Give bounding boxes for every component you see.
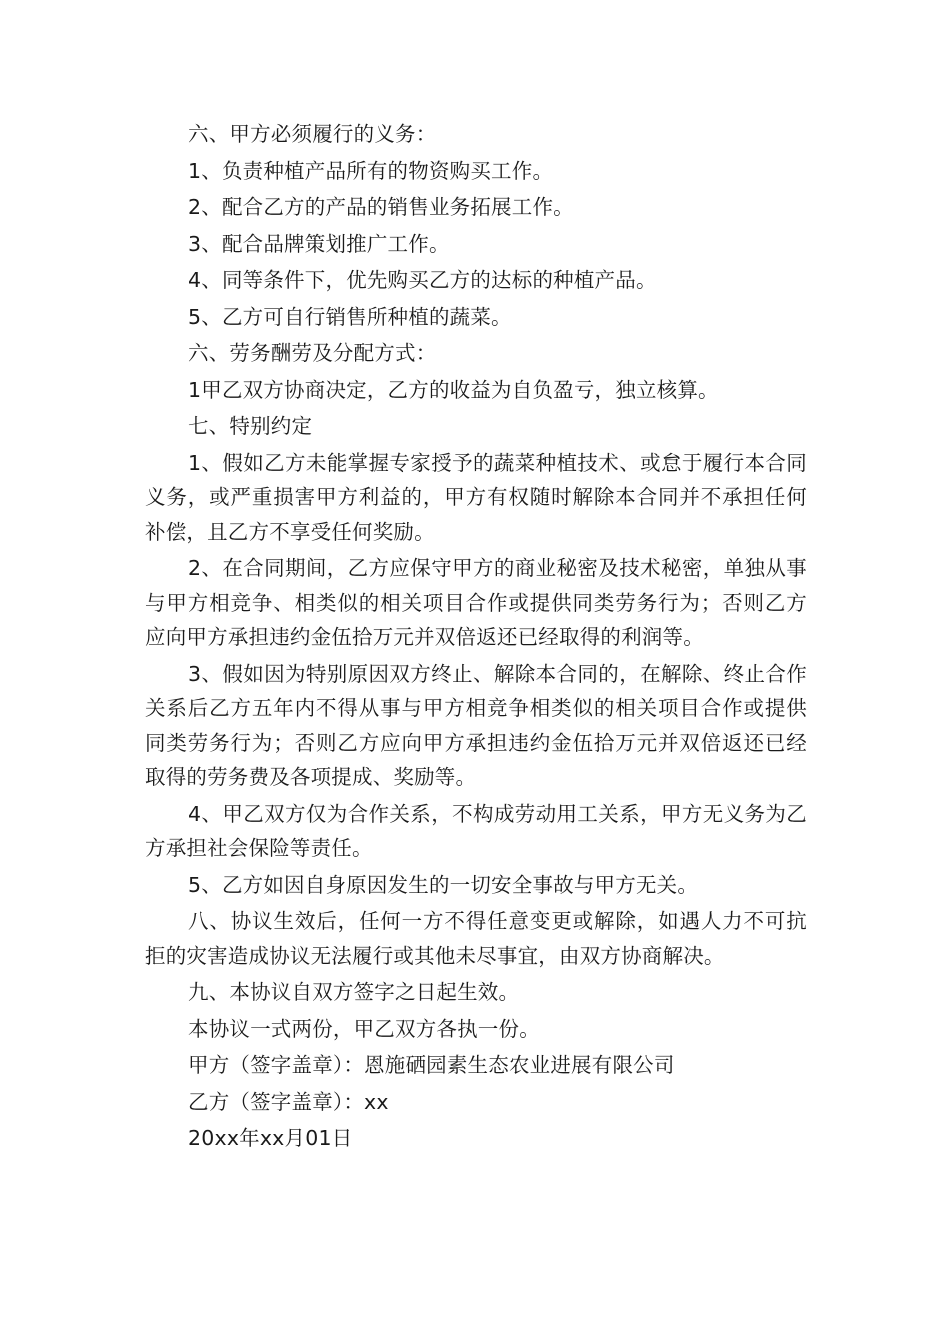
obligation-item-4: 4、同等条件下，优先购买乙方的达标的种植产品。 [188,268,657,292]
obligation-item-2: 2、配合乙方的产品的销售业务拓展工作。 [188,195,574,219]
obligation-item-5: 5、乙方可自行销售所种植的蔬菜。 [188,304,512,329]
obligation-item-1: 1、负责种植产品所有的物资购买工作。 [188,158,554,183]
special-term-2: 2、在合同期间，乙方应保守甲方的商业秘密及技术秘密，单独从事与甲方相竞争、相类似的相关项目合作或提供同类劳务行为；否则乙方应向甲方承担违约金伍拾万元并双倍返还已经取得的利润等。 [145,556,807,649]
remuneration-item-1: 1甲乙双方协商决定，乙方的收益为自负盈亏，独立核算。 [188,377,719,402]
section-heading-special-terms: 七、特别约定 [188,414,313,438]
section-effectiveness: 八、协议生效后，任何一方不得任意变更或解除，如遇人力不可抗拒的灾害造成协议无法履行或其他未尽事宜，由双方协商解决。 [145,909,807,968]
section-signing-effective: 九、本协议自双方签字之日起生效。 [188,980,520,1004]
document-body [145,117,807,1158]
party-a-signature-line: 甲方（签字盖章）：恩施硒园素生态农业进展有限公司 [188,1053,675,1077]
section-heading-remuneration: 六、劳务酬劳及分配方式： [188,341,437,365]
special-term-4: 4、甲乙双方仅为合作关系，不构成劳动用工关系，甲方无义务为乙方承担社会保险等责任。 [145,801,807,860]
special-term-1: 1、假如乙方未能掌握专家授予的蔬菜种植技术、或怠于履行本合同义务，或严重损害甲方利益的，甲方有权随时解除本合同并不承担任何补偿，且乙方不享受任何奖励。 [145,450,807,544]
party-b-signature-line: 乙方（签字盖章）：xx [188,1089,389,1114]
special-term-5: 5、乙方如因自身原因发生的一切安全事故与甲方无关。 [188,872,699,897]
section-heading-party-a-obligations: 六、甲方必须履行的义务： [188,122,437,146]
document-date: 20xx年xx月01日 [188,1126,353,1150]
obligation-item-3: 3、配合品牌策划推广工作。 [188,231,450,256]
copies-statement: 本协议一式两份，甲乙双方各执一份。 [188,1016,540,1041]
special-term-3: 3、假如因为特别原因双方终止、解除本合同的，在解除、终止合作关系后乙方五年内不得从事与甲方相竞争相类似的相关项目合作或提供同类劳务行为；否则乙方应向甲方承担违约金伍拾万元并双倍返还已经取得的劳务费及各项提成、奖励等。 [145,661,807,789]
